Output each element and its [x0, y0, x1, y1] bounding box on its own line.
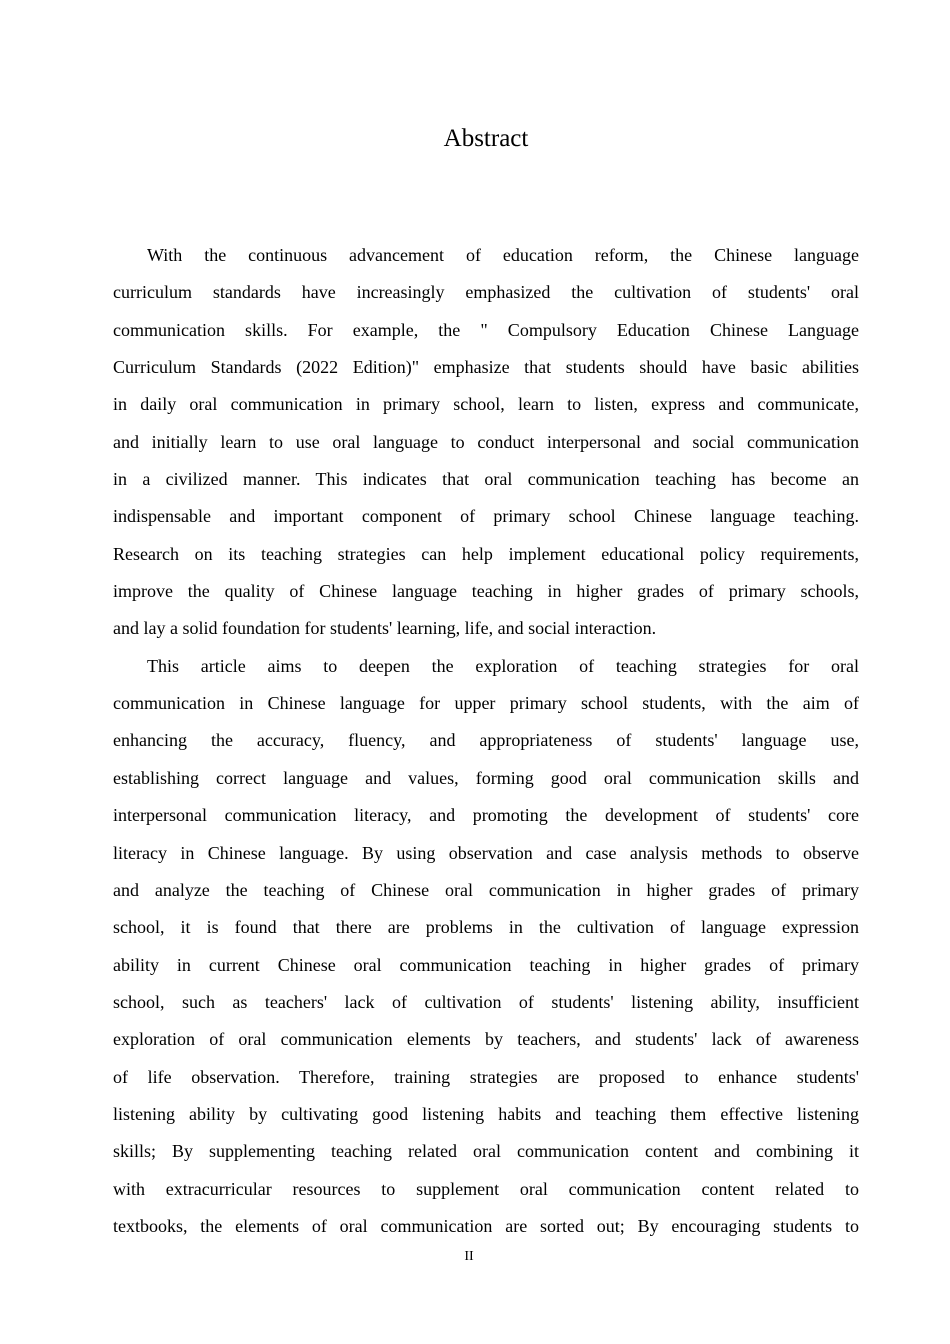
- text-line: communication skills. For example, the " Compulsory Education Chinese Language: [113, 319, 859, 340]
- text-line: communication in Chinese language for upper primary school students, with the aim of: [113, 693, 859, 714]
- text-line: indispensable and important component of primary school Chinese language teaching.: [113, 506, 859, 527]
- text-line: improve the quality of Chinese language teaching in higher grades of primary schools,: [113, 581, 859, 602]
- text-line: school, it is found that there are problems in the cultivation of language expression: [113, 917, 859, 938]
- text-line: skills; By supplementing teaching related oral communication content and combining it: [113, 1141, 859, 1162]
- text-line: exploration of oral communication elements by teachers, and students' lack of awareness: [113, 1029, 859, 1050]
- text-line: and initially learn to use oral language to conduct interpersonal and social communication: [113, 431, 859, 452]
- text-line: curriculum standards have increasingly emphasized the cultivation of students' oral: [113, 282, 859, 303]
- text-line: enhancing the accuracy, fluency, and appropriateness of students' language use,: [113, 730, 859, 751]
- paragraph-1: [113, 240, 859, 651]
- text-line: literacy in Chinese language. By using observation and case analysis methods to observe: [113, 842, 859, 863]
- text-line: Curriculum Standards (2022 Edition)" emphasize that students should have basic abilities: [113, 357, 859, 378]
- text-line: listening ability by cultivating good listening habits and teaching them effective listening: [113, 1103, 859, 1124]
- text-line: establishing correct language and values, forming good oral communication skills and: [113, 767, 859, 788]
- page-title: Abstract: [443, 125, 529, 152]
- text-line: Research on its teaching strategies can help implement educational policy requirements,: [113, 543, 859, 564]
- text-line: and lay a solid foundation for students' learning, life, and social interaction.: [113, 618, 657, 639]
- text-line: school, such as teachers' lack of cultivation of students' listening ability, insufficient: [113, 991, 859, 1012]
- page-number: II: [464, 1249, 474, 1264]
- text-line: and analyze the teaching of Chinese oral communication in higher grades of primary: [113, 879, 859, 900]
- text-line: in daily oral communication in primary school, learn to listen, express and communicate,: [113, 394, 859, 415]
- text-line: with extracurricular resources to supplement oral communication content related to: [113, 1178, 859, 1199]
- abstract-body: [113, 240, 859, 1248]
- paragraph-2: [113, 651, 859, 1249]
- text-line: in a civilized manner. This indicates that oral communication teaching has become an: [113, 469, 859, 490]
- text-line: With the continuous advancement of education reform, the Chinese language: [147, 245, 859, 265]
- text-line: This article aims to deepen the exploration of teaching strategies for oral: [147, 655, 859, 676]
- text-line: interpersonal communication literacy, and promoting the development of students' core: [113, 805, 859, 826]
- text-line: of life observation. Therefore, training strategies are proposed to enhance students': [113, 1066, 859, 1087]
- text-line: ability in current Chinese oral communication teaching in higher grades of primary: [113, 954, 859, 975]
- text-line: textbooks, the elements of oral communication are sorted out; By encouraging students to: [113, 1215, 859, 1236]
